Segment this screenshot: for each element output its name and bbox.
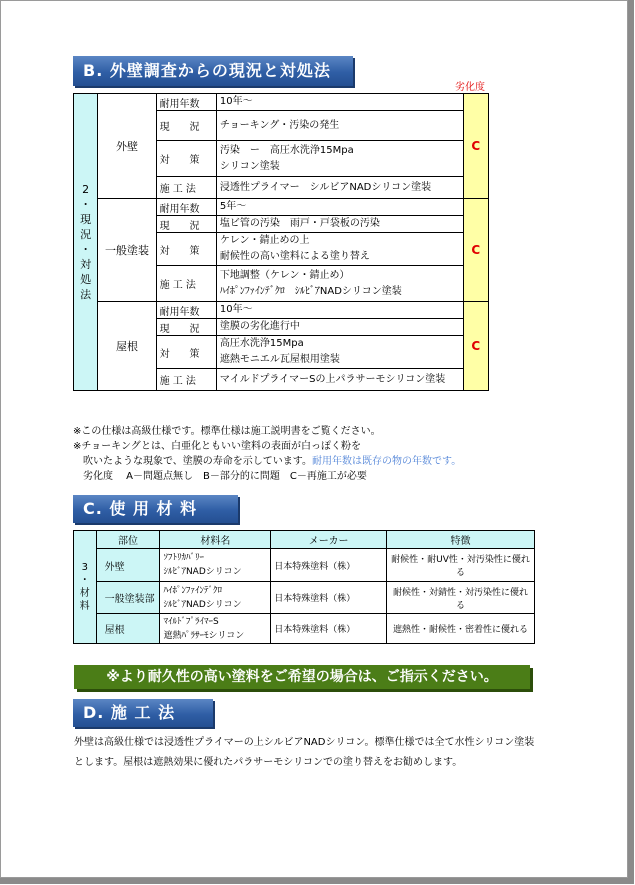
row-label: 対 策	[156, 233, 216, 266]
method-paragraph-line-2: とします。屋根は遮熱効果に優れたパラサーモシリコンでの塗り替えをお勧めします。	[74, 757, 463, 768]
row-label: 対 策	[156, 141, 216, 177]
row-value-line: 10年～	[219, 304, 253, 315]
side-label-char: 材	[79, 588, 90, 599]
side-label-char: 況	[80, 228, 92, 241]
side-label-char: ・	[79, 575, 90, 586]
section-d-title: D. 施 工 法	[73, 699, 213, 727]
side-label-char: 対	[80, 258, 92, 271]
row-value	[216, 369, 463, 391]
note-line-2: ※チョーキングとは、白亜化ともいい塗料の表面が白っぽく粉を	[73, 441, 361, 452]
material-maker: 日本特殊塗料（株）	[271, 614, 387, 644]
side-label-char: 法	[80, 288, 92, 301]
material-feature: 耐候性・対錆性・対汚染性に優れる	[387, 582, 535, 614]
material-name-line: ｼﾙﾋﾞｱNADシリコン	[163, 567, 242, 577]
row-label: 耐用年数	[156, 302, 216, 319]
row-label: 対 策	[156, 336, 216, 369]
material-name-line: ｿﾌﾄﾘｶﾊﾞﾘｰ	[163, 553, 204, 563]
row-value	[216, 216, 463, 233]
materials-header-cell: 材料名	[160, 531, 271, 549]
material-part: 一般塗装部	[96, 582, 160, 614]
row-label: 耐用年数	[156, 94, 216, 111]
material-name	[160, 549, 271, 582]
row-label: 現 況	[156, 319, 216, 336]
material-name-line: 遮熱ﾊﾟﾗｻｰﾓシリコン	[163, 630, 245, 641]
row-value-line: ケレン・錆止めの上	[219, 235, 310, 246]
side-label-char: ・	[80, 198, 92, 211]
deterioration-grade: C	[463, 199, 488, 302]
section-c-title: C. 使 用 材 料	[73, 495, 238, 523]
note-line-1: ※この仕様は高級仕様です。標準仕様は施工説明書をご覧ください。	[73, 426, 381, 437]
durability-request-banner: ※より耐久性の高い塗料をご希望の場合は、ご指示ください。	[74, 665, 530, 689]
row-value	[216, 177, 463, 199]
side-label-char: 2	[82, 183, 90, 196]
row-label: 現 況	[156, 111, 216, 141]
row-label: 施 工 法	[156, 266, 216, 302]
group-name: 一般塗装	[98, 199, 156, 302]
row-value-line: 塗膜の劣化進行中	[219, 321, 300, 332]
side-label-char: 処	[80, 273, 92, 286]
row-label: 施 工 法	[156, 369, 216, 391]
material-name	[160, 582, 271, 614]
material-feature: 耐候性・耐UV性・対汚染性に優れる	[387, 549, 535, 582]
row-label: 施 工 法	[156, 177, 216, 199]
row-value-line: 塩ビ管の汚染 雨戸・戸袋板の汚染	[219, 218, 380, 229]
row-value-line: 高圧水洗浄15Mpa	[219, 338, 304, 349]
materials-header-cell: 特徴	[387, 531, 535, 549]
materials-header-cell: メーカー	[271, 531, 387, 549]
material-part: 屋根	[96, 614, 160, 644]
row-value-line: 耐候性の高い塗料による塗り替え	[219, 251, 370, 262]
section-b-title: B. 外壁調査からの現況と対処法	[73, 56, 353, 86]
material-name-line: ﾊｲﾎﾟﾝﾌｧｲﾝﾃﾞｸﾛ	[163, 585, 222, 596]
material-maker: 日本特殊塗料（株）	[271, 582, 387, 614]
group-name: 外壁	[98, 94, 156, 199]
row-value-line: 遮熱モニエル瓦屋根用塗装	[219, 354, 340, 365]
status-table	[73, 93, 489, 391]
row-value	[216, 94, 463, 111]
row-value-line: 汚染 ー 高圧水洗浄15Mpa	[219, 144, 354, 156]
section-c-side-label	[74, 531, 97, 644]
row-value-line: 10年～	[219, 96, 253, 107]
note-line-3-text: 吹いたような現象で、塗膜の寿命を示しています。	[73, 456, 312, 467]
material-name-line: ﾏｲﾙﾄﾞﾌﾟﾗｲﾏｰS	[163, 616, 219, 627]
side-label-char: 3	[81, 562, 88, 573]
note-line-3-blue: 耐用年数は既存の物の年数です。	[312, 456, 462, 467]
row-value-line: ﾊｲﾎﾟﾝﾌｧｲﾝﾃﾞｸﾛ ｼﾙﾋﾞｱNADシリコン塗装	[219, 285, 402, 297]
row-label: 耐用年数	[156, 199, 216, 216]
row-value-line: 浸透性プライマー シルビアNADシリコン塗装	[219, 181, 432, 193]
deterioration-grade: C	[463, 302, 488, 391]
row-value-line: マイルドプライマーSの上パラサーモシリコン塗装	[219, 373, 446, 385]
row-value-line: 下地調整（ケレン・錆止め）	[219, 269, 350, 281]
material-name	[160, 614, 271, 644]
row-value	[216, 199, 463, 216]
side-label-char: 料	[79, 601, 90, 612]
row-value	[216, 319, 463, 336]
group-name: 屋根	[98, 302, 156, 391]
row-value-line: チョーキング・汚染の発生	[219, 119, 340, 131]
materials-header-cell: 部位	[96, 531, 160, 549]
section-b-side-label	[74, 94, 98, 391]
row-value-line: シリコン塗装	[219, 160, 280, 172]
row-value	[216, 233, 463, 266]
row-value	[216, 141, 463, 177]
row-value	[216, 336, 463, 369]
deterioration-legend-label: 劣化度	[455, 82, 485, 93]
side-label-char: 現	[80, 213, 92, 226]
method-paragraph-line-1: 外壁は高級仕様では浸透性プライマーの上シルビアNADシリコン。標準仕様では全て水性シリコン塗装	[74, 737, 535, 748]
row-value	[216, 111, 463, 141]
material-name-line: ｼﾙﾋﾞｱNADシリコン	[163, 599, 242, 610]
material-feature: 遮熱性・耐候性・密着性に優れる	[387, 614, 535, 644]
row-value	[216, 302, 463, 319]
side-label-char: ・	[80, 243, 92, 256]
materials-table	[73, 530, 535, 644]
row-label: 現 況	[156, 216, 216, 233]
row-value	[216, 266, 463, 302]
row-value-line: 5年～	[219, 201, 247, 212]
material-maker: 日本特殊塗料（株）	[271, 549, 387, 582]
material-part: 外壁	[96, 549, 160, 582]
deterioration-grade: C	[463, 94, 488, 199]
note-line-3	[73, 454, 461, 469]
note-line-4: 劣化度 A－問題点無し B－部分的に問題 C－再施工が必要	[73, 471, 367, 482]
